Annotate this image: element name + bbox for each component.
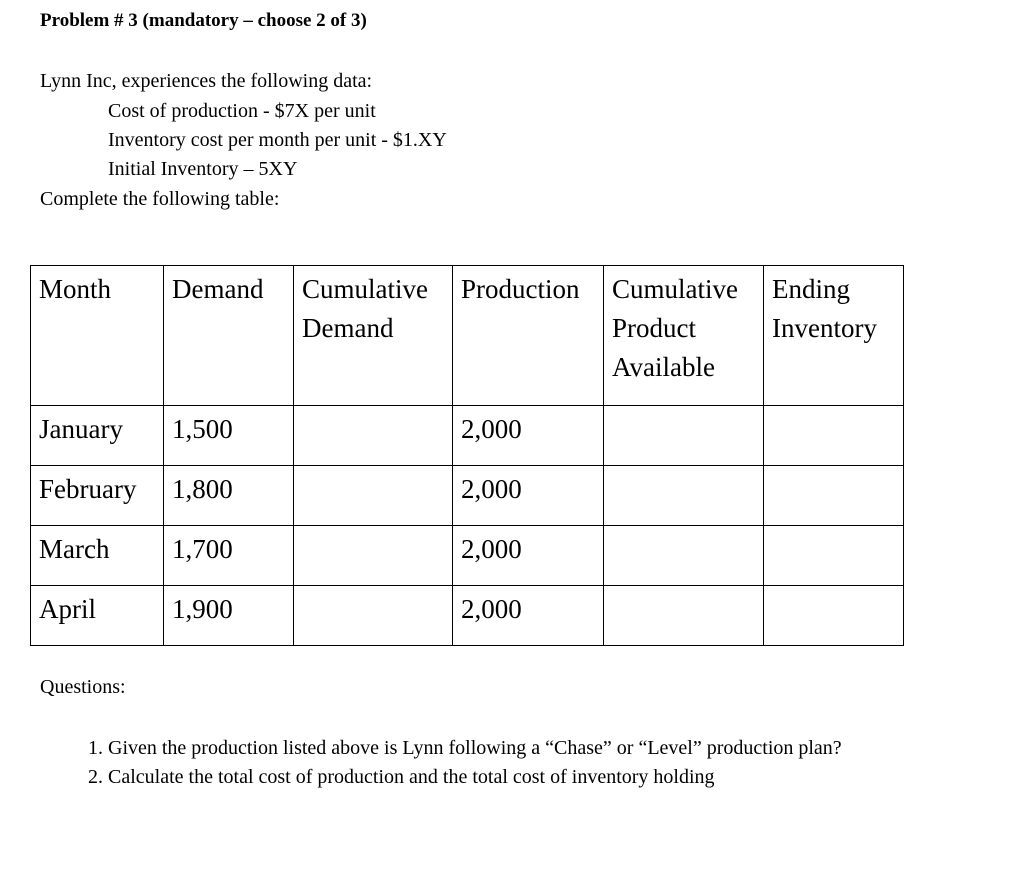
questions-list bbox=[74, 734, 928, 792]
cell-ending-inventory[interactable] bbox=[764, 526, 904, 586]
questions-label: Questions: bbox=[40, 676, 126, 698]
cell-cumulative-available[interactable] bbox=[604, 466, 764, 526]
header-demand: Demand bbox=[164, 266, 294, 406]
table-row bbox=[31, 406, 904, 466]
instruction-text: Complete the following table: bbox=[40, 188, 280, 210]
cell-production: 2,000 bbox=[453, 466, 604, 526]
cell-cumulative-demand[interactable] bbox=[294, 406, 453, 466]
problem-heading: Problem # 3 (mandatory – choose 2 of 3) bbox=[40, 10, 367, 31]
table-header-row bbox=[31, 266, 904, 406]
cell-production: 2,000 bbox=[453, 586, 604, 646]
cell-cumulative-demand[interactable] bbox=[294, 586, 453, 646]
table-row bbox=[31, 586, 904, 646]
cell-demand: 1,500 bbox=[164, 406, 294, 466]
cell-cumulative-demand[interactable] bbox=[294, 526, 453, 586]
header-cumulative-demand: Cumulative Demand bbox=[294, 266, 453, 406]
question-item: 2. Calculate the total cost of production and the total cost of inventory holding bbox=[108, 763, 928, 792]
cell-month: February bbox=[31, 466, 164, 526]
data-line-production-cost: Cost of production - $7X per unit bbox=[108, 100, 376, 122]
production-table bbox=[30, 265, 904, 646]
cell-ending-inventory[interactable] bbox=[764, 466, 904, 526]
cell-demand: 1,900 bbox=[164, 586, 294, 646]
cell-production: 2,000 bbox=[453, 406, 604, 466]
cell-month: January bbox=[31, 406, 164, 466]
question-item: 1. Given the production listed above is Lynn following a “Chase” or “Level” production plan? bbox=[108, 734, 928, 763]
table-row bbox=[31, 526, 904, 586]
cell-cumulative-available[interactable] bbox=[604, 586, 764, 646]
cell-month: March bbox=[31, 526, 164, 586]
cell-demand: 1,700 bbox=[164, 526, 294, 586]
header-cumulative-product-available: Cumulative Product Available bbox=[604, 266, 764, 406]
data-line-initial-inventory: Initial Inventory – 5XY bbox=[108, 158, 298, 180]
cell-cumulative-available[interactable] bbox=[604, 526, 764, 586]
header-ending-inventory: Ending Inventory bbox=[764, 266, 904, 406]
intro-text: Lynn Inc, experiences the following data: bbox=[40, 70, 373, 92]
cell-month: April bbox=[31, 586, 164, 646]
table-row bbox=[31, 466, 904, 526]
cell-ending-inventory[interactable] bbox=[764, 406, 904, 466]
cell-ending-inventory[interactable] bbox=[764, 586, 904, 646]
cell-production: 2,000 bbox=[453, 526, 604, 586]
data-line-inventory-cost: Inventory cost per month per unit - $1.XY bbox=[108, 129, 447, 151]
header-month: Month bbox=[31, 266, 164, 406]
cell-cumulative-demand[interactable] bbox=[294, 466, 453, 526]
header-production: Production bbox=[453, 266, 604, 406]
cell-demand: 1,800 bbox=[164, 466, 294, 526]
cell-cumulative-available[interactable] bbox=[604, 406, 764, 466]
